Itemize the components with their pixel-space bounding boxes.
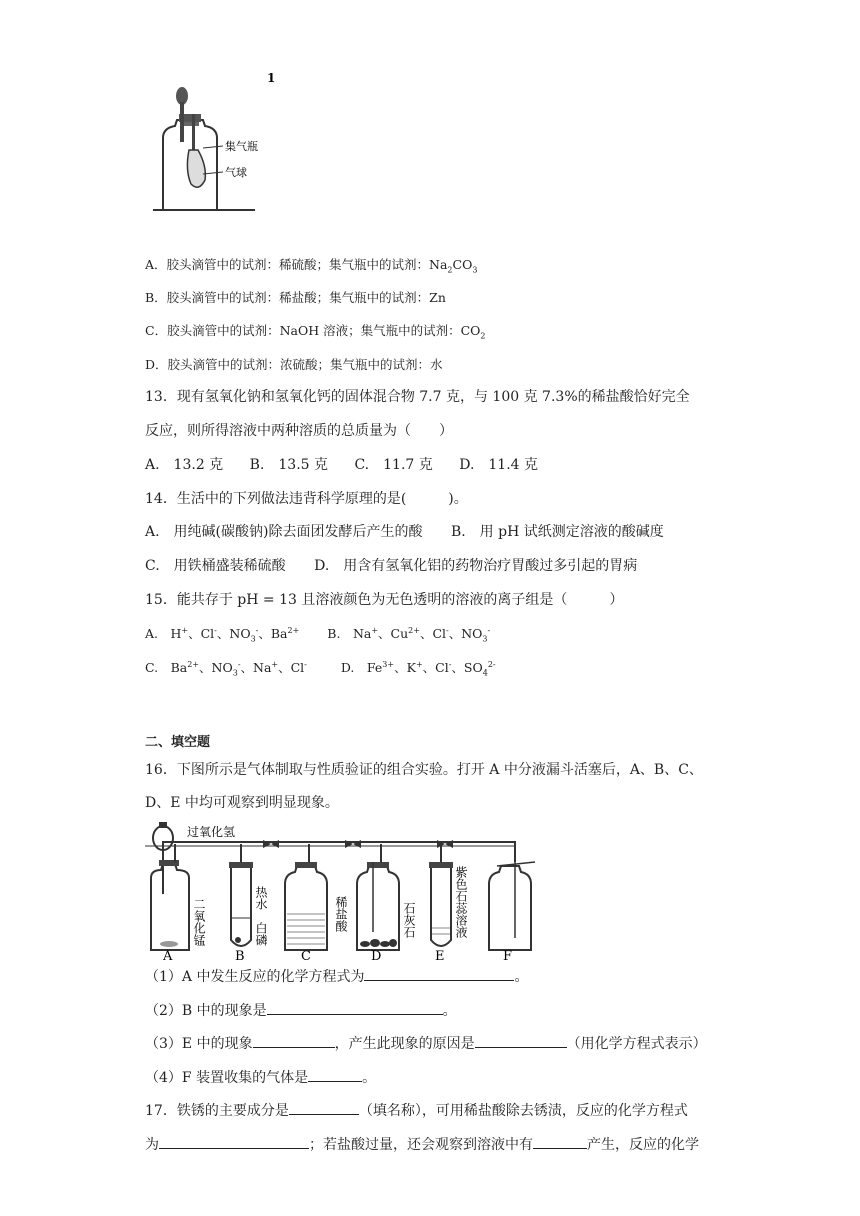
q14-options-row1 bbox=[145, 522, 664, 542]
label-a-reagent bbox=[192, 898, 206, 946]
q15-stem: 15．能共存于 pH = 13 且溶液颜色为无色透明的溶液的离子组是（ ） bbox=[145, 592, 624, 608]
q16-part3: （3）E 中的现象 ，产生此现象的原因是 （用化学方程式表示） bbox=[145, 1033, 707, 1054]
apparatus-letter-f: F bbox=[503, 949, 513, 962]
q15-option-a: A. H+、Cl-、$NO_3^-$、$Ba^{2+}$ bbox=[145, 625, 300, 644]
q17-line1: 17．铁锈的主要成分是 （填名称），可用稀盐酸除去锈渍，反应的化学方程式 bbox=[145, 1100, 688, 1121]
label-e-litmus: 紫色石蕊溶液 bbox=[454, 866, 468, 938]
q12-option-c: C．胶头滴管中的试剂：NaOH 溶液；集气瓶中的试剂：$CO_2$ bbox=[145, 323, 486, 341]
svg-text:二氧化锰: 二氧化锰 bbox=[192, 898, 206, 946]
q13-stem-line1: 13．现有氢氧化钠和氢氧化钙的固体混合物 7.7 克，与 100 克 7.3%的稀盐酸恰好完全 bbox=[145, 389, 690, 405]
q16-part1: （1）A 中发生反应的化学方程式为 。 bbox=[145, 966, 528, 987]
q12-option-a: A．胶头滴管中的试剂：稀硫酸；集气瓶中的试剂：$Na_2CO_3$ bbox=[145, 257, 478, 275]
q16-part4: （4）F 装置收集的气体是 。 bbox=[145, 1067, 376, 1088]
q15-option-b: B. Na+、$Cu^{2+}$、Cl-、$NO_3^-$ bbox=[327, 625, 491, 644]
q15-option-c: C. $Ba^{2+}$、$NO_3^-$、Na+、Cl- bbox=[145, 659, 307, 678]
q15-options-row1 bbox=[145, 624, 490, 644]
q17-blank-2[interactable] bbox=[159, 1134, 309, 1149]
q16-blank-4[interactable] bbox=[308, 1067, 362, 1082]
q16-blank-1[interactable] bbox=[364, 966, 514, 981]
q13-option-a: A. 13.2 克 bbox=[145, 457, 224, 473]
q14-options-row2 bbox=[145, 556, 637, 576]
q16-blank-3b[interactable] bbox=[475, 1033, 567, 1048]
label-hydrogen-peroxide: 过氧化氢 bbox=[187, 825, 236, 839]
q12-option-d: D．胶头滴管中的试剂：浓硫酸；集气瓶中的试剂：水 bbox=[145, 357, 443, 372]
q14-option-d: D. 用含有氢氧化铝的药物治疗胃酸过多引起的胃病 bbox=[314, 558, 638, 574]
label-balloon: 气球 bbox=[225, 166, 247, 179]
label-gas-jar: 集气瓶 bbox=[225, 140, 258, 153]
apparatus-letter-a: A bbox=[163, 949, 173, 962]
figure-mark: 1 bbox=[267, 71, 276, 85]
q12-option-b: B．胶头滴管中的试剂：稀盐酸；集气瓶中的试剂：Zn bbox=[145, 290, 446, 305]
q13-options bbox=[145, 455, 538, 475]
apparatus-letter-e: E bbox=[435, 949, 445, 962]
apparatus-letter-c: C bbox=[301, 949, 311, 962]
label-d-limestone: 石灰石 bbox=[402, 902, 416, 938]
label-b-white-phosphorus: 白磷 bbox=[254, 922, 268, 946]
q16-stem-line1: 16．下图所示是气体制取与性质验证的组合实验。打开 A 中分液漏斗活塞后，A、B、C、 bbox=[145, 762, 703, 778]
label-b-hot-water: 热水 bbox=[254, 886, 268, 910]
q16-stem-line2: D、E 中均可观察到明显现象。 bbox=[145, 795, 339, 811]
q16-part2: （2）B 中的现象是 。 bbox=[145, 1000, 457, 1021]
apparatus-letter-d: D bbox=[371, 949, 382, 962]
q16-blank-3a[interactable] bbox=[253, 1033, 335, 1048]
q15-options-row2 bbox=[145, 658, 496, 678]
q17-blank-1[interactable] bbox=[289, 1100, 359, 1115]
figure-gas-apparatus bbox=[145, 822, 555, 962]
q14-stem: 14．生活中的下列做法违背科学原理的是( )。 bbox=[145, 491, 468, 507]
q13-option-b: B. 13.5 克 bbox=[249, 457, 329, 473]
label-c-dilute-hcl: 稀盐酸 bbox=[334, 896, 348, 932]
q14-option-c: C. 用铁桶盛装稀硫酸 bbox=[145, 558, 286, 574]
q13-stem-line2: 反应，则所得溶液中两种溶质的总质量为（ ） bbox=[145, 423, 453, 439]
apparatus-letter-b: B bbox=[235, 949, 245, 962]
q13-option-c: C. 11.7 克 bbox=[354, 457, 433, 473]
section-heading: 二、填空题 bbox=[145, 735, 211, 750]
q16-blank-2[interactable] bbox=[267, 1000, 443, 1015]
q15-option-d: D. $Fe^{3+}$、K+、Cl-、$SO_4^{2-}$ bbox=[340, 659, 496, 678]
q14-option-b: B. 用 pH 试纸测定溶液的酸碱度 bbox=[450, 524, 664, 540]
figure-gas-jar-balloon bbox=[145, 70, 285, 220]
q17-blank-3[interactable] bbox=[533, 1134, 587, 1149]
q13-option-d: D. 11.4 克 bbox=[459, 457, 539, 473]
q14-option-a: A. 用纯碱(碳酸钠)除去面团发酵后产生的酸 bbox=[145, 524, 423, 540]
q17-line2: 为 ；若盐酸过量，还会观察到溶液中有 产生，反应的化学 bbox=[145, 1134, 699, 1155]
